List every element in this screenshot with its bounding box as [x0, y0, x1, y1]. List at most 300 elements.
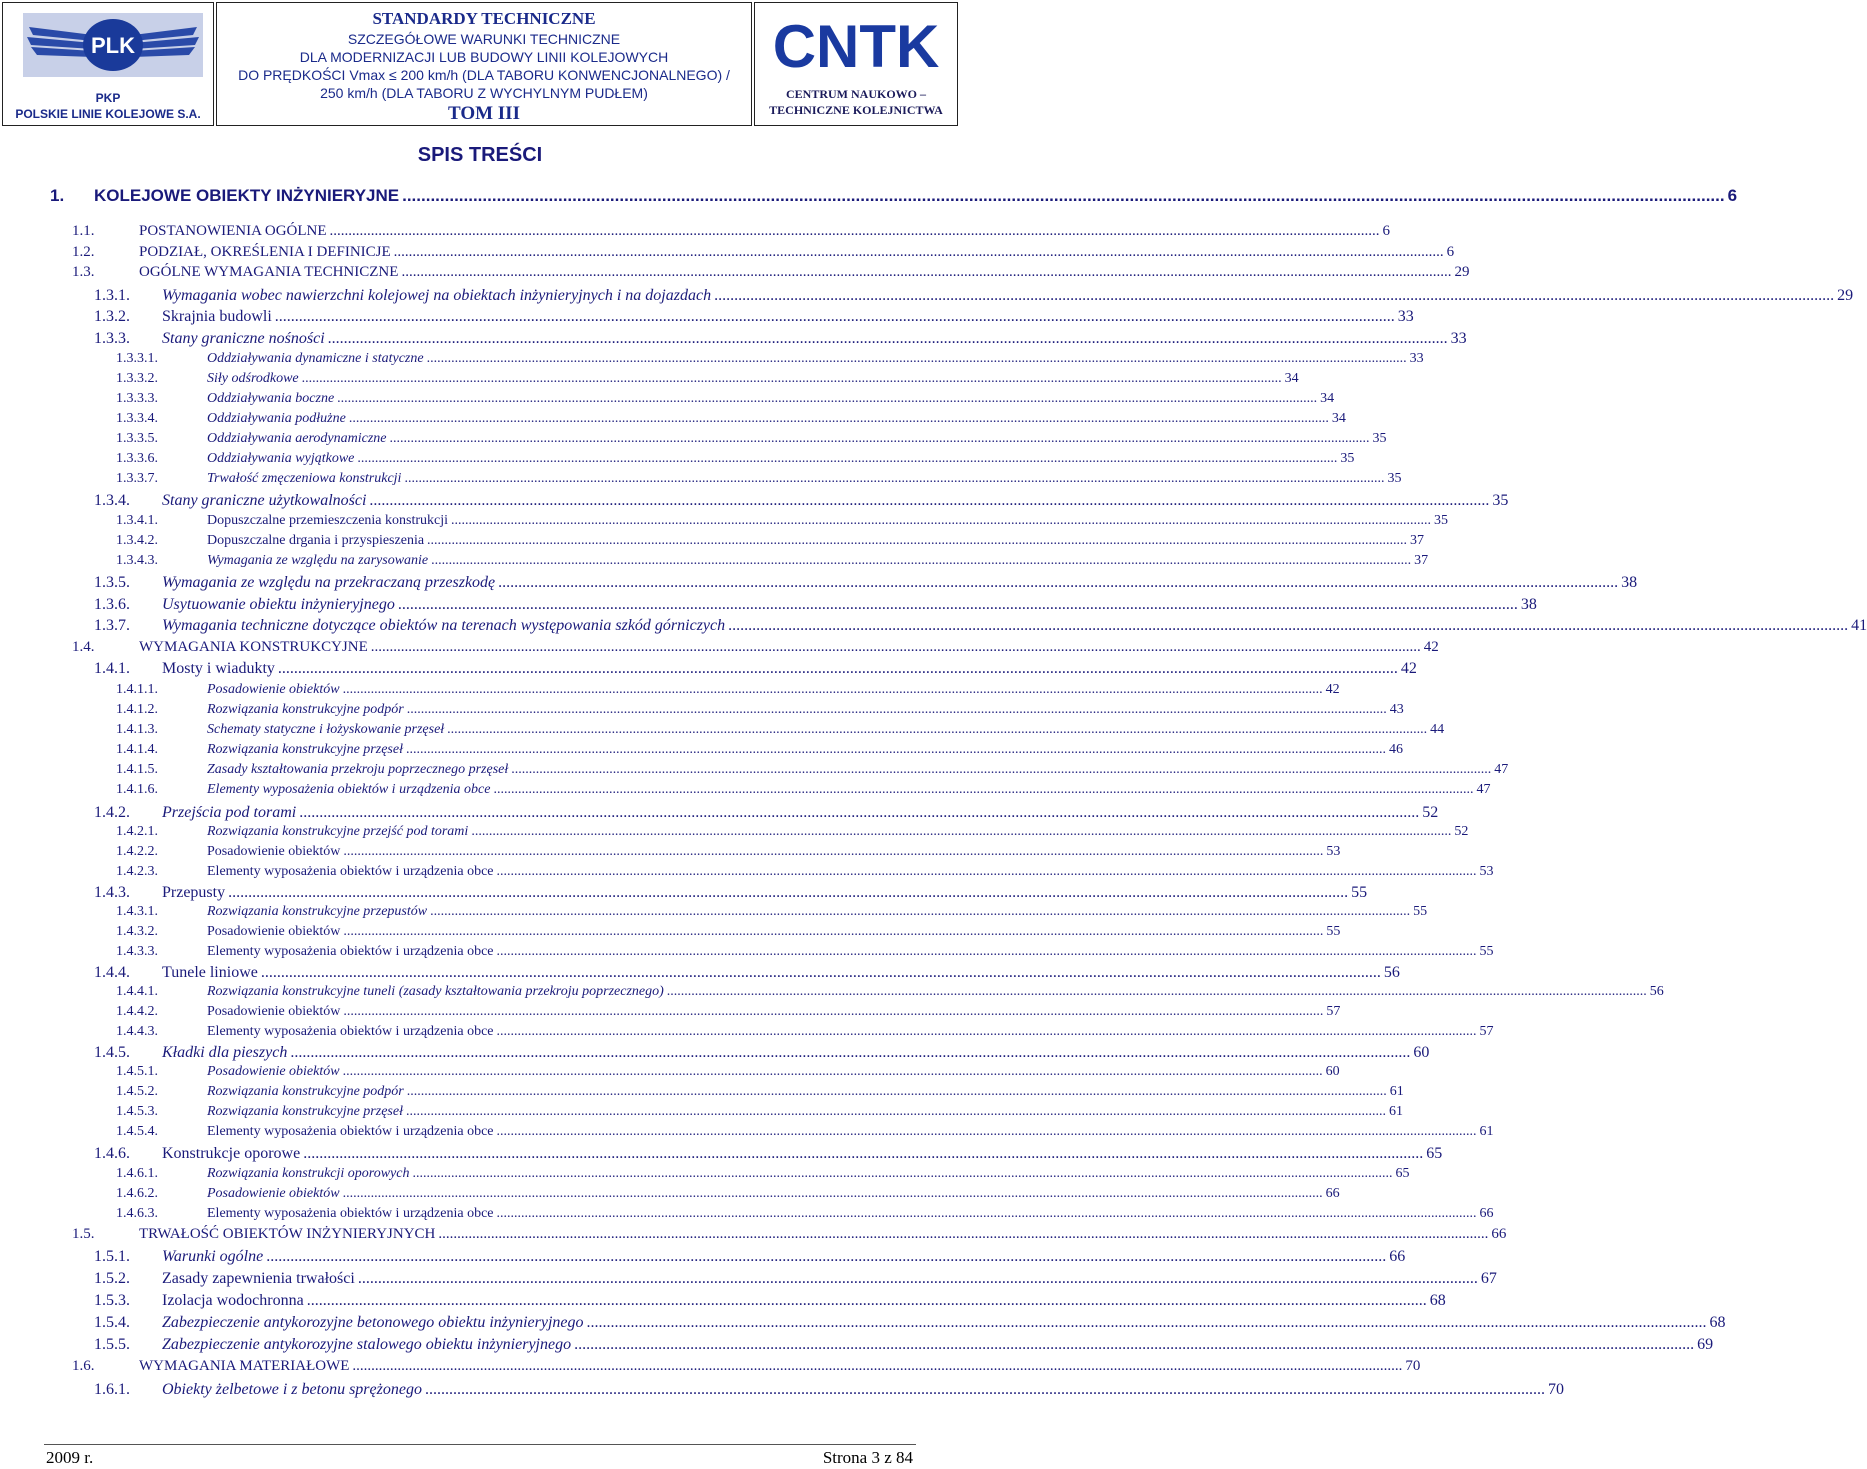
- toc-entry[interactable]: [0, 742, 1403, 762]
- toc-entry-body: [207, 533, 1425, 549]
- toc-entry-title: Rozwiązania konstrukcyjne przęseł: [207, 742, 403, 757]
- toc-dot-leader: [451, 513, 1431, 529]
- toc-entry[interactable]: [0, 1358, 1421, 1378]
- toc-dot-leader: [406, 742, 1386, 758]
- toc-dot-leader: [497, 1124, 1477, 1140]
- toc-entry-number: 1.4.3.2.: [116, 924, 158, 939]
- toc-dot-leader: [343, 1186, 1323, 1202]
- toc-entry-body: [162, 964, 1400, 982]
- toc-entry-number: 1.4.4.3.: [116, 1024, 158, 1039]
- toc-entry[interactable]: [0, 804, 1439, 824]
- toc-dot-leader: [303, 1145, 1423, 1163]
- toc-entry[interactable]: [0, 1314, 1726, 1334]
- toc-entry-number: 1.3.4.: [94, 492, 130, 509]
- toc-entry[interactable]: [0, 1044, 1430, 1064]
- toc-dot-leader: [343, 924, 1323, 940]
- toc-entry[interactable]: [0, 964, 1400, 984]
- toc-entry-number: 1.4.2.2.: [116, 844, 158, 859]
- toc-entry[interactable]: [0, 351, 1424, 371]
- toc-entry-title: Trwałość zmęczeniowa konstrukcji: [207, 471, 402, 486]
- toc-entry-page: 42: [1400, 660, 1417, 677]
- standard-subtitle-1: SZCZEGÓŁOWE WARUNKI TECHNICZNE: [347, 31, 621, 47]
- toc-entry-body: [207, 944, 1494, 960]
- cntk-line1: CENTRUM NAUKOWO –: [786, 87, 926, 101]
- toc-entry-number: 1.1.: [72, 223, 95, 239]
- toc-entry-body: [162, 287, 1854, 305]
- toc-entry-title: Przepusty: [162, 884, 226, 901]
- toc-entry-number: 1.5.2.: [94, 1270, 130, 1287]
- toc-entry-body: [207, 471, 1402, 487]
- toc-entry-body: [94, 186, 1738, 206]
- toc-dot-leader: [447, 722, 1427, 738]
- plk-line2: POLSKIE LINIE KOLEJOWE S.A.: [15, 107, 201, 121]
- toc-entry[interactable]: [0, 431, 1387, 451]
- toc-entry-page: 57: [1479, 1024, 1494, 1039]
- toc-entry-number: 1.4.3.3.: [116, 944, 158, 959]
- toc-dot-leader: [343, 1064, 1323, 1080]
- toc-entry-number: 1.4.6.2.: [116, 1186, 158, 1201]
- toc-entry[interactable]: [0, 1226, 1507, 1246]
- toc-dot-leader: [407, 1084, 1387, 1100]
- toc-entry[interactable]: [0, 1381, 1564, 1401]
- toc-entry-page: 35: [1387, 471, 1402, 486]
- toc-entry-body: [207, 513, 1449, 529]
- toc-dot-leader: [343, 1004, 1323, 1020]
- toc-entry-number: 1.3.5.: [94, 574, 130, 591]
- toc-entry-body: [162, 1292, 1446, 1310]
- toc-entry[interactable]: [0, 1124, 1494, 1144]
- toc-entry-title: Tunele liniowe: [162, 964, 258, 981]
- toc-entry-body: [207, 1004, 1341, 1020]
- toc-dot-leader: [299, 804, 1419, 822]
- toc-entry-title: Oddziaływania dynamiczne i statyczne: [207, 351, 424, 366]
- toc-entry-number: 1.4.4.2.: [116, 1004, 158, 1019]
- toc-entry-number: 1.4.6.3.: [116, 1206, 158, 1221]
- toc-entry-title: Zasady zapewnienia trwałości: [162, 1270, 355, 1287]
- toc-entry-title: Oddziaływania boczne: [207, 391, 335, 406]
- toc-entry[interactable]: [0, 471, 1402, 491]
- toc-entry-page: 34: [1331, 411, 1346, 426]
- toc-entry[interactable]: [0, 264, 1470, 284]
- document-header: [0, 2, 960, 128]
- toc-entry-title: Obiekty żelbetowe i z betonu sprężonego: [162, 1381, 422, 1398]
- toc-entry-page: 6: [1382, 223, 1391, 239]
- toc-entry-body: [162, 1248, 1406, 1266]
- toc-entry[interactable]: [0, 1186, 1340, 1206]
- toc-entry-body: [207, 553, 1429, 569]
- toc-entry-body: [162, 596, 1537, 614]
- toc-entry-title: Rozwiązania konstrukcyjne przęseł: [207, 1104, 403, 1119]
- toc-entry[interactable]: [0, 513, 1449, 533]
- toc-entry-title: Wymagania ze względu na przekraczaną przeszkodę: [162, 574, 496, 591]
- toc-dot-leader: [493, 782, 1473, 798]
- toc-entry-page: 33: [1409, 351, 1424, 366]
- toc-entry[interactable]: [0, 762, 1509, 782]
- toc-entry[interactable]: [0, 553, 1429, 573]
- toc-dot-leader: [471, 824, 1451, 840]
- toc-entry-body: [207, 391, 1335, 407]
- toc-title: SPIS TREŚCI: [417, 144, 543, 166]
- toc-entry[interactable]: [0, 884, 1368, 904]
- toc-entry-title: Posadowienie obiektów: [207, 1064, 340, 1079]
- toc-entry-number: 1.4.3.: [94, 884, 130, 901]
- toc-entry-number: 1.3.3.4.: [116, 411, 158, 426]
- toc-entry-number: 1.4.2.: [94, 804, 130, 821]
- toc-entry-number: 1.4.2.1.: [116, 824, 158, 839]
- toc-entry-page: 35: [1492, 492, 1509, 509]
- cntk-header-cell: [754, 2, 958, 126]
- toc-entry-body: [207, 824, 1469, 840]
- toc-entry-title: Skrajnia budowli: [162, 308, 272, 325]
- toc-entry-page: 35: [1434, 513, 1449, 528]
- toc-entry-page: 35: [1372, 431, 1387, 446]
- toc-entry-page: 42: [1325, 682, 1340, 697]
- toc-entry-number: 1.4.5.4.: [116, 1124, 158, 1139]
- toc-entry-title: WYMAGANIA KONSTRUKCYJNE: [139, 639, 368, 655]
- toc-entry-title: Kładki dla pieszych: [162, 1044, 288, 1061]
- toc-entry-page: 70: [1405, 1358, 1421, 1374]
- toc-entry-title: Izolacja wodochronna: [162, 1292, 304, 1309]
- footer-divider: [44, 1444, 916, 1445]
- toc-entry-number: 1.3.4.2.: [116, 533, 158, 548]
- toc-entry[interactable]: [0, 574, 1638, 594]
- toc-entry[interactable]: [0, 844, 1341, 864]
- toc-entry-body: [162, 1044, 1430, 1062]
- toc-entry-page: 55: [1326, 924, 1341, 939]
- toc-entry-body: [207, 702, 1404, 718]
- toc-dot-leader: [369, 492, 1489, 510]
- toc-entry[interactable]: [0, 682, 1340, 702]
- toc-entry-page: 55: [1479, 944, 1494, 959]
- toc-dot-leader: [574, 1336, 1694, 1354]
- toc-dot-leader: [498, 574, 1618, 592]
- toc-entry-body: [207, 1064, 1340, 1080]
- toc-entry-title: Konstrukcje oporowe: [162, 1145, 301, 1162]
- toc-entry[interactable]: [0, 1248, 1406, 1268]
- toc-entry-title: KOLEJOWE OBIEKTY INŻYNIERYJNE: [94, 186, 400, 205]
- toc-entry-page: 65: [1395, 1166, 1410, 1181]
- toc-entry[interactable]: [0, 782, 1491, 802]
- toc-dot-leader: [497, 864, 1477, 880]
- toc-dot-leader: [349, 411, 1329, 427]
- toc-entry[interactable]: [0, 451, 1355, 471]
- toc-entry-body: [207, 1206, 1494, 1222]
- toc-entry[interactable]: [0, 1004, 1341, 1024]
- toc-entry-title: Posadowienie obiektów: [207, 924, 341, 939]
- toc-entry-number: 1.3.7.: [94, 617, 130, 634]
- toc-entry[interactable]: [0, 1084, 1404, 1104]
- toc-entry-title: Zasady kształtowania przekroju poprzecznego przęseł: [207, 762, 509, 777]
- toc-entry-title: Elementy wyposażenia obiektów i urządzenia obce: [207, 1124, 494, 1139]
- toc-entry-title: Mosty i wiadukty: [162, 660, 275, 677]
- toc-entry-title: Rozwiązania konstrukcyjne tuneli (zasady kształtowania przekroju poprzecznego): [207, 984, 664, 999]
- toc-entry-page: 47: [1494, 762, 1509, 777]
- toc-entry-number: 1.3.3.3.: [116, 391, 158, 406]
- toc-dot-leader: [228, 884, 1348, 902]
- toc-entry[interactable]: [0, 722, 1445, 742]
- toc-dot-leader: [511, 762, 1491, 778]
- toc-entry[interactable]: [0, 1166, 1410, 1186]
- toc-entry-title: Wymagania techniczne dotyczące obiektów na terenach występowania szkód górniczych: [162, 617, 726, 634]
- toc-entry-title: TRWAŁOŚĆ OBIEKTÓW INŻYNIERYJNYCH: [139, 1226, 436, 1242]
- toc-entry[interactable]: [0, 244, 1455, 264]
- toc-entry-body: [207, 782, 1491, 798]
- toc-entry-page: 42: [1423, 639, 1439, 655]
- toc-entry-page: 33: [1397, 308, 1414, 325]
- toc-entry-number: 1.4.: [72, 639, 95, 655]
- toc-dot-leader: [275, 308, 1395, 326]
- toc-entry-page: 43: [1389, 702, 1404, 717]
- toc-entry-body: [139, 639, 1439, 656]
- toc-dot-leader: [401, 264, 1451, 281]
- toc-entry-number: 1.4.4.1.: [116, 984, 158, 999]
- toc-entry[interactable]: [0, 371, 1299, 391]
- toc-dot-leader: [302, 371, 1282, 387]
- toc-entry-body: [207, 682, 1340, 698]
- toc-entry-body: [207, 1104, 1403, 1120]
- toc-entry-body: [139, 244, 1455, 261]
- toc-entry-title: Dopuszczalne drgania i przyspieszenia: [207, 533, 425, 548]
- toc-entry-page: 44: [1430, 722, 1445, 737]
- toc-entry-number: 1.5.3.: [94, 1292, 130, 1309]
- toc-entry-number: 1.4.1.6.: [116, 782, 158, 797]
- plk-logo: [23, 13, 203, 77]
- toc-dot-leader: [290, 1044, 1410, 1062]
- toc-dot-leader: [352, 1358, 1402, 1375]
- toc-entry-title: Stany graniczne nośności: [162, 330, 325, 347]
- toc-entry-page: 61: [1389, 1084, 1404, 1099]
- toc-entry[interactable]: [0, 223, 1391, 243]
- toc-entry-title: Wymagania wobec nawierzchni kolejowej na obiektach inżynieryjnych i na dojazdach: [162, 287, 712, 304]
- toc-entry-body: [162, 308, 1414, 326]
- toc-dot-leader: [307, 1292, 1427, 1310]
- toc-entry-page: 6: [1446, 244, 1455, 260]
- toc-entry[interactable]: [0, 1064, 1340, 1084]
- toc-entry-body: [162, 330, 1467, 348]
- toc-entry[interactable]: [0, 639, 1439, 659]
- toc-dot-leader: [406, 1104, 1386, 1120]
- toc-entry[interactable]: [0, 1270, 1497, 1290]
- toc-entry-title: Rozwiązania konstrukcyjne podpór: [207, 702, 404, 717]
- toc-entry[interactable]: [0, 660, 1417, 680]
- toc-entry-body: [139, 1226, 1507, 1243]
- toc-entry[interactable]: [0, 702, 1404, 722]
- toc-entry-title: Posadowienie obiektów: [207, 682, 340, 697]
- volume-label: TOM III: [448, 103, 520, 124]
- toc-dot-leader: [430, 904, 1410, 920]
- toc-entry-page: 41: [1851, 617, 1867, 634]
- toc-dot-leader: [330, 223, 1380, 240]
- toc-entry[interactable]: [0, 824, 1469, 844]
- toc-entry-page: 66: [1479, 1206, 1494, 1221]
- toc-entry-number: 1.3.6.: [94, 596, 130, 613]
- toc-entry-page: 66: [1325, 1186, 1340, 1201]
- toc-entry-body: [162, 804, 1439, 822]
- toc-entry-number: 1.4.6.: [94, 1145, 130, 1162]
- toc-dot-leader: [343, 844, 1323, 860]
- toc-entry[interactable]: [0, 1104, 1403, 1124]
- toc-entry-body: [207, 904, 1428, 920]
- toc-entry-body: [207, 924, 1341, 940]
- toc-entry-title: Rozwiązania konstrukcji oporowych: [207, 1166, 410, 1181]
- footer-year: 2009 r.: [46, 1448, 94, 1467]
- toc-entry-page: 66: [1389, 1248, 1406, 1265]
- toc-entry-title: Zabezpieczenie antykorozyjne betonowego obiektu inżynieryjnego: [162, 1314, 584, 1331]
- toc-entry-page: 69: [1697, 1336, 1714, 1353]
- toc-entry-title: Posadowienie obiektów: [207, 844, 341, 859]
- toc-dot-leader: [431, 553, 1411, 569]
- toc-entry-body: [207, 844, 1341, 860]
- toc-entry-page: 38: [1520, 596, 1537, 613]
- toc-entry[interactable]: [0, 1206, 1494, 1226]
- toc-entry[interactable]: [0, 391, 1335, 411]
- toc-entry-body: [207, 762, 1509, 778]
- toc-entry-page: 60: [1413, 1044, 1430, 1061]
- toc-entry[interactable]: [0, 1336, 1714, 1356]
- toc-entry-page: 33: [1450, 330, 1467, 347]
- footer-page-number: Strona 3 z 84: [822, 1448, 913, 1467]
- toc-entry[interactable]: [0, 1292, 1446, 1312]
- toc-dot-leader: [587, 1314, 1707, 1332]
- toc-entry-body: [207, 722, 1445, 738]
- toc-dot-leader: [398, 596, 1518, 614]
- toc-entry-page: 6: [1727, 186, 1738, 205]
- standard-subtitle-3: DO PRĘDKOŚCI Vmax ≤ 200 km/h (DLA TABORU KONWENCJONALNEGO) /: [238, 67, 730, 83]
- toc-entry[interactable]: [0, 287, 1854, 307]
- toc-dot-leader: [427, 351, 1407, 367]
- toc-entry-body: [162, 1145, 1443, 1163]
- toc-entry-number: 1.6.: [72, 1358, 95, 1374]
- toc-dot-leader: [412, 1166, 1392, 1182]
- toc-entry[interactable]: [0, 1024, 1494, 1044]
- toc-entry-number: 1.3.4.1.: [116, 513, 158, 528]
- toc-entry-number: 1.4.5.3.: [116, 1104, 158, 1119]
- toc-entry-title: Elementy wyposażenia obiektów i urządzenia obce: [207, 782, 491, 797]
- toc-entry-title: Elementy wyposażenia obiektów i urządzenia obce: [207, 864, 494, 879]
- toc-entry[interactable]: [0, 617, 1867, 637]
- toc-dot-leader: [261, 964, 1381, 982]
- toc-entry-number: 1.4.1.1.: [116, 682, 158, 697]
- toc-entry[interactable]: [0, 308, 1414, 328]
- toc-entry-title: Zabezpieczenie antykorozyjne stalowego obiektu inżynieryjnego: [162, 1336, 572, 1353]
- toc-dot-leader: [714, 287, 1834, 305]
- toc-entry[interactable]: [0, 1145, 1443, 1165]
- toc-dot-leader: [667, 984, 1647, 1000]
- toc-entry-title: Oddziaływania podłużne: [207, 411, 346, 426]
- toc-entry[interactable]: [0, 904, 1428, 924]
- toc-entry-title: Dopuszczalne przemieszczenia konstrukcji: [207, 513, 449, 528]
- toc-entry[interactable]: [0, 411, 1346, 431]
- toc-entry[interactable]: [0, 944, 1494, 964]
- toc-entry-page: 52: [1454, 824, 1469, 839]
- toc-dot-leader: [266, 1248, 1386, 1266]
- toc-entry-number: 1.4.5.: [94, 1044, 130, 1061]
- toc-entry[interactable]: [0, 864, 1494, 884]
- toc-entry-page: 37: [1410, 533, 1425, 548]
- toc-entry-number: 1.5.4.: [94, 1314, 130, 1331]
- toc-entry-title: Elementy wyposażenia obiektów i urządzenia obce: [207, 1206, 494, 1221]
- toc-entry-body: [162, 492, 1509, 510]
- toc-entry-page: 47: [1476, 782, 1491, 797]
- toc-entry-body: [139, 264, 1470, 281]
- toc-entry-page: 66: [1491, 1226, 1507, 1242]
- toc-entry-page: 37: [1414, 553, 1429, 568]
- toc-entry-title: Rozwiązania konstrukcyjne podpór: [207, 1084, 404, 1099]
- toc-entry-body: [162, 1336, 1714, 1354]
- toc-entry-title: Wymagania ze względu na zarysowanie: [207, 553, 429, 568]
- toc-entry-body: [207, 431, 1387, 447]
- cntk-line2: TECHNICZNE KOLEJNICTWA: [769, 103, 943, 117]
- toc-dot-leader: [402, 186, 1724, 206]
- toc-entry-title: Rozwiązania konstrukcyjne przejść pod torami: [207, 824, 469, 839]
- toc-entry[interactable]: [0, 596, 1537, 616]
- toc-entry-title: Siły odśrodkowe: [207, 371, 299, 386]
- toc-entry-body: [162, 660, 1417, 678]
- toc-entry-title: Stany graniczne użytkowalności: [162, 492, 367, 509]
- toc-entry-title: Schematy statyczne i łożyskowanie przęseł: [207, 722, 445, 737]
- toc-entry-body: [207, 1124, 1494, 1140]
- toc-entry-number: 1.3.4.3.: [116, 553, 158, 568]
- toc-entry-page: 29: [1837, 287, 1854, 304]
- toc-entry-title: Posadowienie obiektów: [207, 1186, 340, 1201]
- toc-dot-leader: [497, 1024, 1477, 1040]
- standard-subtitle-4: 250 km/h (DLA TABORU Z WYCHYLNYM PUDŁEM): [320, 85, 648, 101]
- toc-entry-number: 1.4.6.1.: [116, 1166, 158, 1181]
- toc-entry-page: 70: [1547, 1381, 1564, 1398]
- toc-entry-number: 1.3.3.5.: [116, 431, 158, 446]
- toc-entry[interactable]: [0, 492, 1509, 512]
- toc-entry-page: 34: [1320, 391, 1335, 406]
- toc-entry-body: [207, 742, 1403, 758]
- toc-entry-body: [162, 1314, 1726, 1332]
- toc-entry-body: [139, 223, 1391, 240]
- toc-entry-page: 55: [1351, 884, 1368, 901]
- toc-entry-title: PODZIAŁ, OKREŚLENIA I DEFINICJE: [139, 244, 391, 260]
- toc-dot-leader: [497, 944, 1477, 960]
- toc-entry-body: [207, 1024, 1494, 1040]
- toc-dot-leader: [371, 639, 1421, 656]
- toc-entry[interactable]: [0, 186, 1738, 206]
- toc-entry-page: 61: [1388, 1104, 1403, 1119]
- cntk-logo-text: CNTK: [772, 13, 940, 80]
- toc-entry-page: 57: [1326, 1004, 1341, 1019]
- toc-dot-leader: [728, 617, 1848, 635]
- toc-entry-body: [162, 617, 1867, 635]
- toc-entry-body: [207, 371, 1299, 387]
- toc-dot-leader: [407, 702, 1387, 718]
- toc-entry-title: Oddziaływania wyjątkowe: [207, 451, 355, 466]
- toc-entry-body: [162, 574, 1638, 592]
- toc-entry[interactable]: [0, 533, 1425, 553]
- toc-entry[interactable]: [0, 924, 1341, 944]
- toc-entry[interactable]: [0, 330, 1467, 350]
- toc-dot-leader: [343, 682, 1323, 698]
- toc-entry-number: 1.6.1.: [94, 1381, 130, 1398]
- toc-entry-title: Elementy wyposażenia obiektów i urządzenia obce: [207, 944, 494, 959]
- toc-entry-page: 53: [1326, 844, 1341, 859]
- toc-dot-leader: [358, 1270, 1478, 1288]
- toc-entry-title: POSTANOWIENIA OGÓLNE: [139, 223, 327, 239]
- toc-entry-title: Posadowienie obiektów: [207, 1004, 341, 1019]
- toc-dot-leader: [394, 244, 1444, 261]
- toc-entry-page: 52: [1422, 804, 1439, 821]
- toc-dot-leader: [427, 533, 1407, 549]
- toc-entry-number: 1.3.1.: [94, 287, 130, 304]
- plk-header-cell: [2, 2, 214, 126]
- toc-entry-page: 29: [1454, 264, 1470, 280]
- toc-entry-number: 1.4.5.2.: [116, 1084, 158, 1099]
- toc-entry[interactable]: [0, 984, 1664, 1004]
